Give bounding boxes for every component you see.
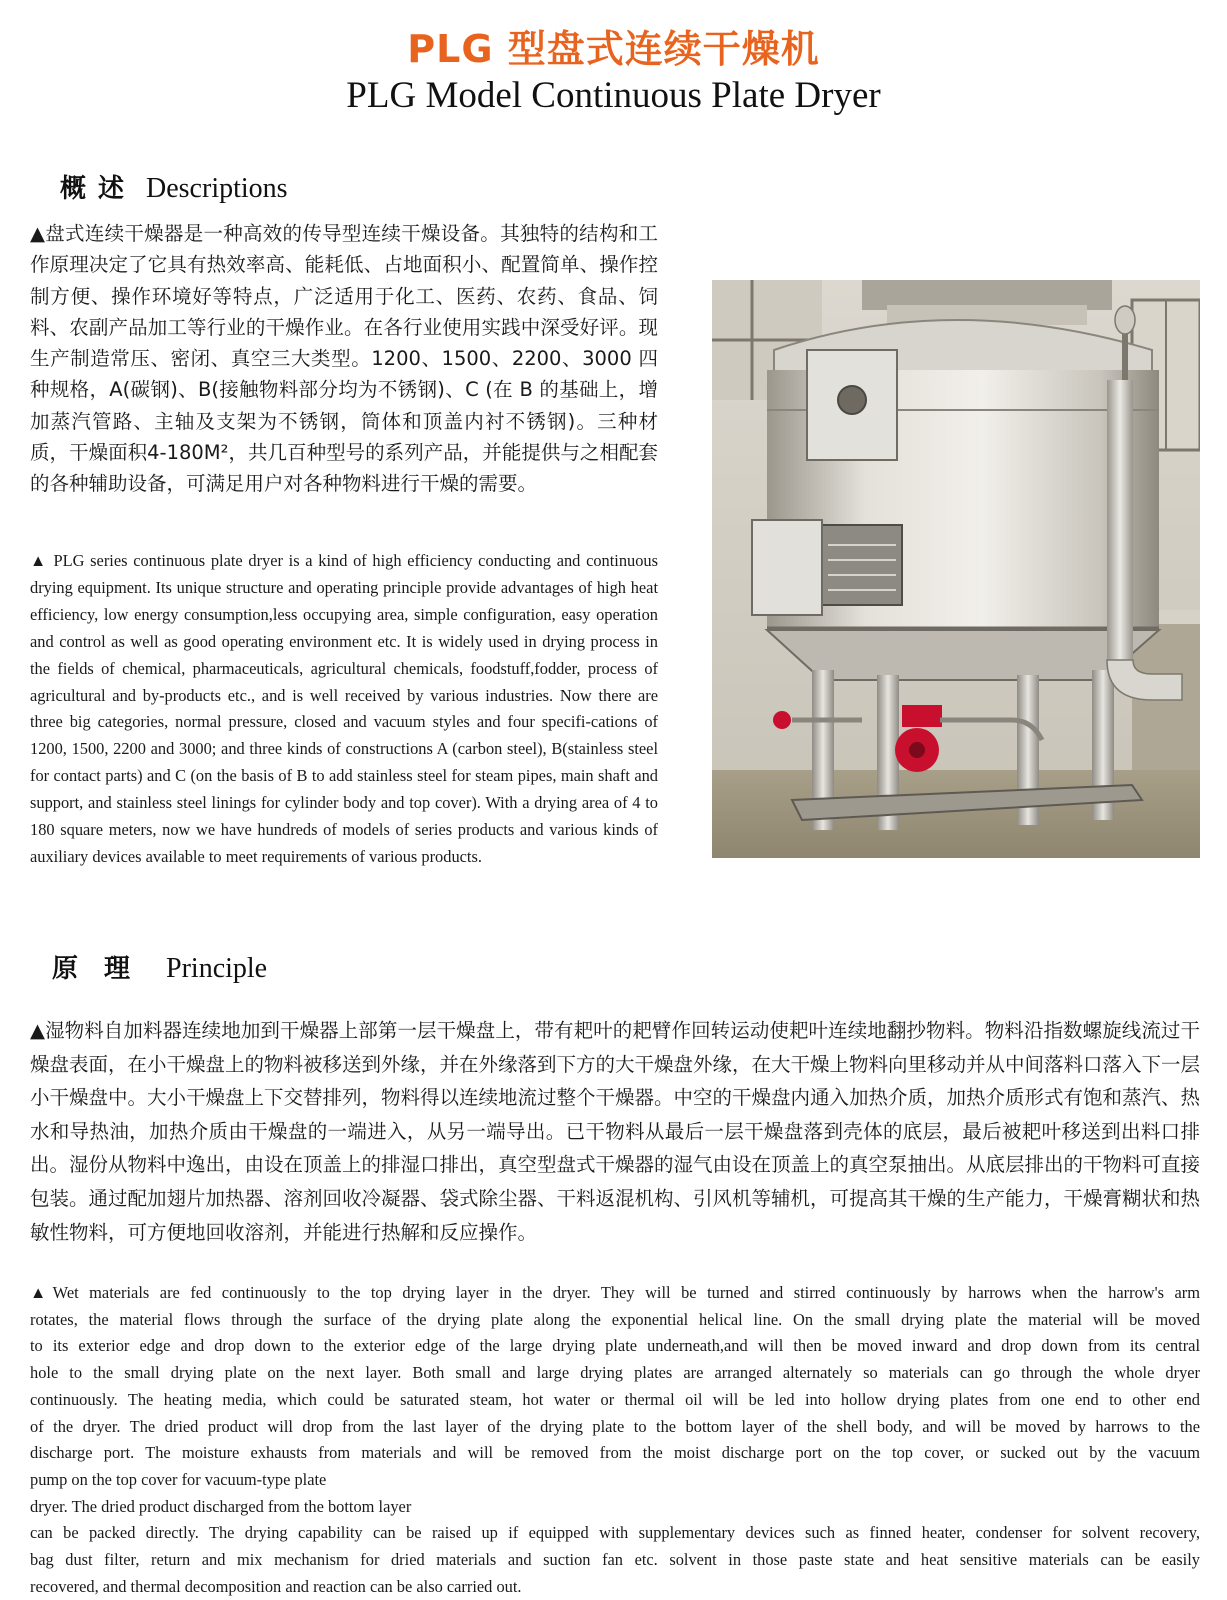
principle-en-line: of the dryer. The dried product will drop from the last layer of the drying plate to the bottom layer of the shell body, and will be moved by harrows to the	[30, 1416, 1200, 1436]
principle-en-line: can be packed directly. The drying capability can be raised up if equipped with supplementary devices such as finned heater, condenser for solvent recovery,	[30, 1523, 1200, 1543]
descriptions-heading	[60, 168, 288, 205]
lower-inspection-door	[822, 525, 902, 605]
dryer-illustration	[712, 280, 1200, 858]
principle-en-line: pump on the top cover for vacuum-type plate	[30, 1469, 327, 1489]
principle-en-line: hole to the small drying plate on the next layer. Both small and large drying plates are arranged alternately so materials can go through the whole dryer	[30, 1363, 1200, 1383]
principle-heading-cn: 原理	[52, 954, 157, 984]
principle-en-line: continuously. The heating media, which could be saturated steam, hot water or thermal oil will be led into hollow drying plates from one end to other end	[30, 1389, 1200, 1409]
red-valve-small	[773, 711, 791, 729]
page-title-cn: PLG 型盘式连续干燥机	[407, 27, 820, 71]
exhaust-pipe	[1107, 380, 1133, 660]
principle-en-line: recovered, and thermal decomposition and reaction can be also carried out.	[30, 1576, 522, 1596]
descriptions-heading-cn: 概述	[60, 174, 137, 204]
principle-en-line: rotates, the material flows through the surface of the drying plate along the exponential helical line. On the small drying plate the material will be moved	[30, 1309, 1200, 1329]
principle-en-line: ▲Wet materials are fed continuously to the top drying layer in the dryer. They will be turned and stirred continuously by harrows when the harrow's arm	[30, 1283, 1200, 1302]
principle-en-line: dryer. The dried product discharged from the bottom layer	[30, 1496, 412, 1516]
principle-en-line: discharge port. The moisture exhausts from materials and will be removed from the moist discharge port on the top cover, or sucked out by the vacuum	[30, 1443, 1200, 1463]
principle-heading-en: Principle	[166, 953, 268, 984]
dryer-photo	[712, 280, 1200, 858]
principle-heading	[52, 948, 267, 985]
red-valve-body	[902, 705, 942, 727]
descriptions-heading-en: Descriptions	[146, 173, 288, 204]
principle-en-line: bag dust filter, return and mix mechanism for dried materials and suction fan etc. solvent in those paste state and heat sensitive materials can be easily	[30, 1550, 1200, 1570]
floor	[712, 770, 1200, 858]
principle-text-en	[30, 1280, 1200, 1600]
principle-en-line: to its exterior edge and drop down to the exterior edge of the large drying plate underneath,and will then be moved inward and drop down from its central	[30, 1336, 1200, 1356]
descriptions-text-cn: ▲盘式连续干燥器是一种高效的传导型连续干燥设备。其独特的结构和工作原理决定了它具有热效率高、能耗低、占地面积小、配置简单、操作控制方便、操作环境好等特点，广泛适用于化工、医药、农药、食品、饲料、农副产品加工等行业的干燥作业。在各行业使用实践中深受好评。现生产制造常压、密闭、真空三大类型。1200、1500、2200、3000 四种规格，A(碳钢)、B(接触物料部分均为不锈钢)、C (在 B 的基础上，增加蒸汽管路、主轴及支架为不锈钢，筒体和顶盖内衬不锈钢)。三种材质，干燥面积4-180M²，共几百种型号的系列产品，并能提供与之相配套的各种辅助设备，可满足用户对各种物料进行干燥的需要。	[30, 222, 658, 496]
page-title-en: PLG Model Continuous Plate Dryer	[346, 75, 881, 116]
descriptions-text-en: ▲ PLG series continuous plate dryer is a kind of high efficiency conducting and continuous drying equipment. Its unique structure and operating principle provide advantages of high heat efficiency, low energy consumption,less occupying area, simple configuration, easy operation and control as well as good operating environment etc. It is widely used in drying process in the fields of chemical, pharmaceuticals, agricultural chemicals, foodstuff,fodder, process of agricultural and by-products etc., and is well received by various industries. Now there are three big categories, normal pressure, closed and vacuum styles and four specifi-cations of 1200, 1500, 2200 and 3000; and three kinds of constructions A (carbon steel), B(stainless steel for contact parts) and C (on the basis of B to add stainless steel for steam pipes, main shaft and support, and stainless steel linings for cylinder body and top cover). With a drying area of 4 to 180 square meters, now we have hundreds of models of series products and various kinds of auxiliary devices available to meet requirements of various products.	[30, 551, 658, 866]
principle-text-cn: ▲湿物料自加料器连续地加到干燥器上部第一层干燥盘上，带有耙叶的耙臂作回转运动使耙叶连续地翻抄物料。物料沿指数螺旋线流过干燥盘表面，在小干燥盘上的物料被移送到外缘，并在外缘落到下方的大干燥盘外缘，在大干燥上物料向里移动并从中间落料口落入下一层小干燥盘中。大小干燥盘上下交替排列，物料得以连续地流过整个干燥器。中空的干燥盘内通入加热介质，加热介质形式有饱和蒸汽、热水和导热油，加热介质由干燥盘的一端进入，从另一端导出。已干物料从最后一层干燥盘落到壳体的底层，最后被耙叶移送到出料口排出。湿份从物料中逸出，由设在顶盖上的排湿口排出，真空型盘式干燥器的湿气由设在顶盖上的真空泵抽出。从底层排出的干物料可直接包装。通过配加翅片加热器、溶剂回收冷凝器、袋式除尘器、干料返混机构、引风机等辅机，可提高其干燥的生产能力，干燥膏糊状和热敏性物料，可方便地回收溶剂，并能进行热解和反应操作。	[30, 1019, 1201, 1244]
sight-glass	[838, 386, 866, 414]
